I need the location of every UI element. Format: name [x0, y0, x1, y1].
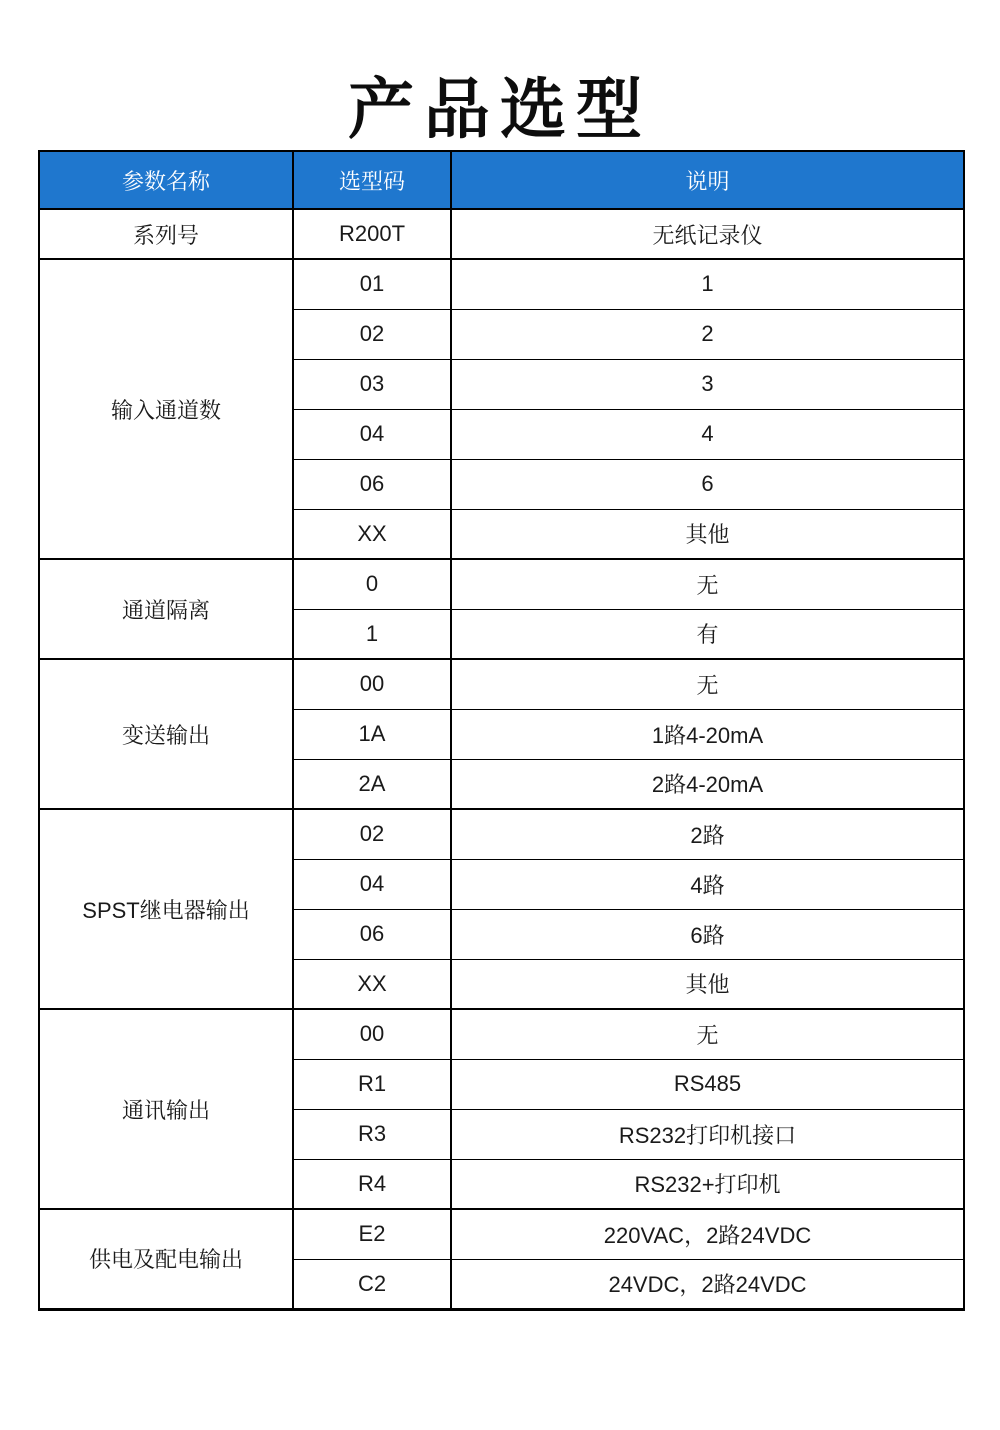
param-cell: 通道隔离: [39, 559, 293, 659]
code-cell: 02: [293, 309, 451, 359]
desc-cell: 220VAC，2路24VDC: [451, 1209, 964, 1259]
code-cell: XX: [293, 509, 451, 559]
product-selection-table: [38, 150, 965, 1311]
code-cell: C2: [293, 1259, 451, 1309]
desc-cell: 2: [451, 309, 964, 359]
code-cell: 1A: [293, 709, 451, 759]
desc-cell: 4路: [451, 859, 964, 909]
param-cell: 系列号: [39, 209, 293, 259]
code-cell: 06: [293, 909, 451, 959]
code-cell: 04: [293, 409, 451, 459]
page-title: 产品选型: [348, 72, 652, 146]
desc-cell: RS232+打印机: [451, 1159, 964, 1209]
desc-cell: 其他: [451, 959, 964, 1009]
desc-cell: 无纸记录仪: [451, 209, 964, 259]
code-cell: 00: [293, 1009, 451, 1059]
code-cell: R4: [293, 1159, 451, 1209]
desc-cell: 1: [451, 259, 964, 309]
desc-cell: 3: [451, 359, 964, 409]
code-cell: 01: [293, 259, 451, 309]
desc-cell: 无: [451, 1009, 964, 1059]
param-cell: SPST继电器输出: [39, 809, 293, 1009]
param-cell: 变送输出: [39, 659, 293, 809]
code-cell: 00: [293, 659, 451, 709]
code-cell: 02: [293, 809, 451, 859]
table-row: [39, 659, 964, 709]
desc-cell: 2路: [451, 809, 964, 859]
code-cell: XX: [293, 959, 451, 1009]
code-cell: 2A: [293, 759, 451, 809]
code-cell: 03: [293, 359, 451, 409]
code-cell: 0: [293, 559, 451, 609]
desc-cell: 6: [451, 459, 964, 509]
code-cell: R200T: [293, 209, 451, 259]
table-row: [39, 809, 964, 859]
code-cell: 06: [293, 459, 451, 509]
table-row: [39, 1209, 964, 1259]
header-param: 参数名称: [39, 151, 293, 209]
param-cell: 供电及配电输出: [39, 1209, 293, 1309]
code-cell: 1: [293, 609, 451, 659]
desc-cell: RS232打印机接口: [451, 1109, 964, 1159]
code-cell: 04: [293, 859, 451, 909]
desc-cell: 2路4-20mA: [451, 759, 964, 809]
table-row: [39, 259, 964, 309]
table-row: [39, 559, 964, 609]
desc-cell: 6路: [451, 909, 964, 959]
code-cell: R3: [293, 1109, 451, 1159]
code-cell: R1: [293, 1059, 451, 1109]
code-cell: E2: [293, 1209, 451, 1259]
table-row: [39, 1009, 964, 1059]
param-cell: 通讯输出: [39, 1009, 293, 1209]
desc-cell: 4: [451, 409, 964, 459]
desc-cell: 有: [451, 609, 964, 659]
desc-cell: 无: [451, 559, 964, 609]
param-cell: 输入通道数: [39, 259, 293, 559]
header-code: 选型码: [293, 151, 451, 209]
desc-cell: 无: [451, 659, 964, 709]
table-row: [39, 209, 964, 259]
desc-cell: 1路4-20mA: [451, 709, 964, 759]
header-row: [39, 151, 964, 209]
desc-cell: 24VDC，2路24VDC: [451, 1259, 964, 1309]
desc-cell: RS485: [451, 1059, 964, 1109]
header-desc: 说明: [451, 151, 964, 209]
desc-cell: 其他: [451, 509, 964, 559]
